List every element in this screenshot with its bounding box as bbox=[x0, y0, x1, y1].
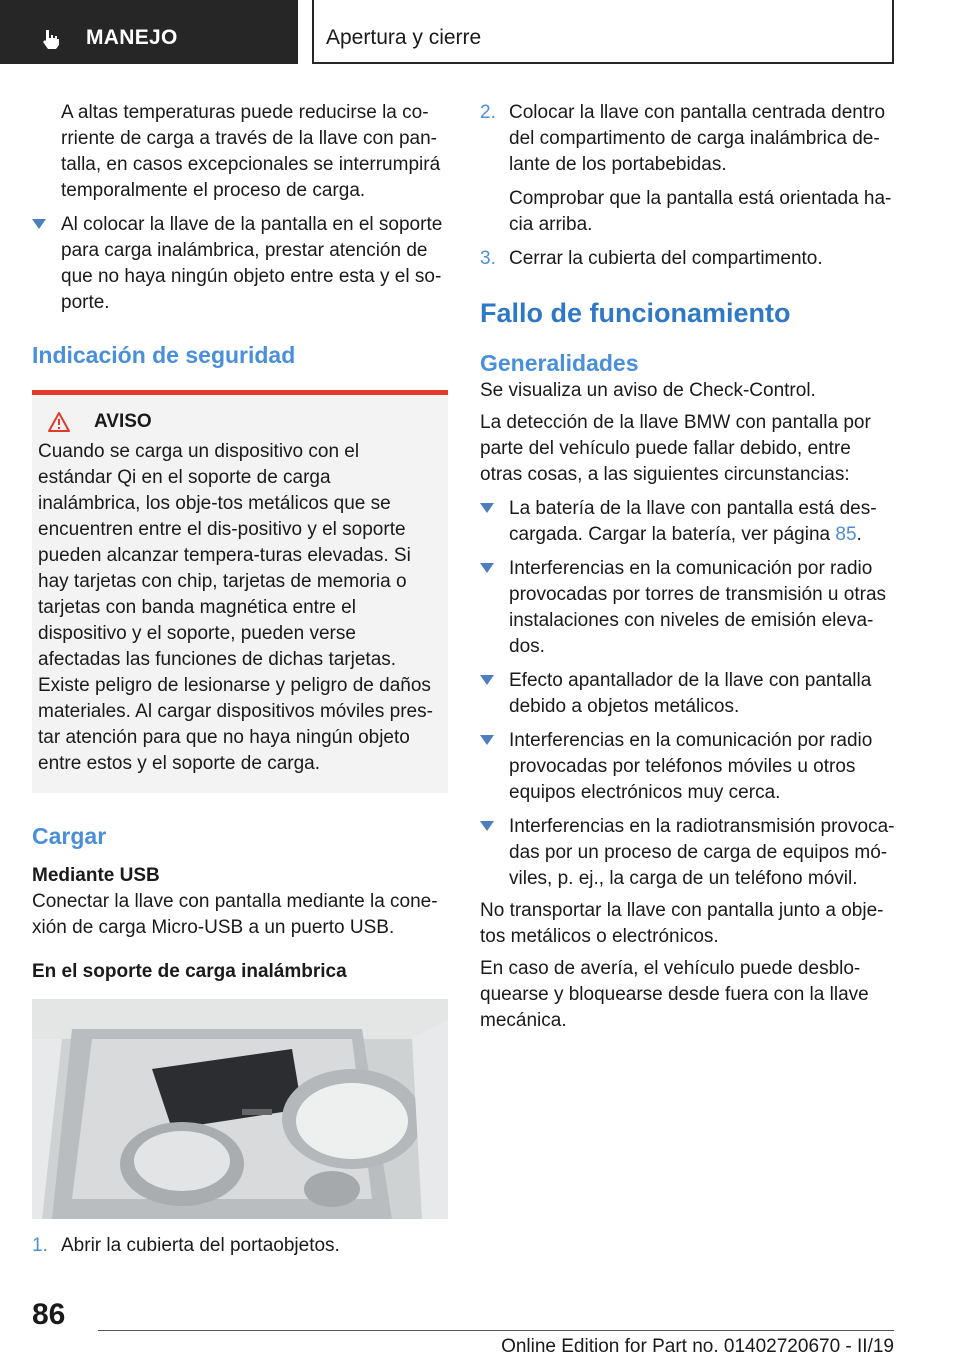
step-item bbox=[32, 1233, 448, 1259]
detection-paragraph: La detección de la llave BMW con pantalla por parte del vehículo puede fallar debido, entre otras cosas, a las siguientes circunstancias: bbox=[480, 412, 871, 485]
safety-heading: Indicación de seguridad bbox=[32, 342, 296, 368]
general-paragraph: Se visualiza un aviso de Check-Control. bbox=[480, 380, 816, 401]
right-column bbox=[480, 100, 895, 1034]
triangle-bullet-icon bbox=[480, 675, 494, 685]
chapter-tab bbox=[312, 0, 894, 64]
triangle-bullet-icon bbox=[480, 503, 494, 513]
usb-paragraph: Conectar la llave con pantalla mediante la cone-xión de carga Micro-USB a un puerto USB. bbox=[32, 891, 438, 938]
step-item bbox=[480, 246, 895, 272]
triangle-bullet-icon bbox=[480, 563, 494, 573]
page-header bbox=[0, 0, 960, 66]
list-item bbox=[480, 556, 895, 660]
warning-triangle-icon bbox=[48, 412, 70, 432]
page-number: 86 bbox=[32, 1298, 66, 1331]
step-text: Cerrar la cubierta del compartimento. bbox=[509, 248, 823, 269]
general-heading: Generalidades bbox=[480, 350, 639, 376]
step-number: 1. bbox=[32, 1235, 48, 1256]
list-item bbox=[480, 496, 895, 548]
step-text: Abrir la cubierta del portaobjetos. bbox=[61, 1235, 340, 1256]
intro-paragraph: A altas temperaturas puede reducirse la co-rriente de carga a través de la llave con pan-talla, en casos excepcionales se interrumpirá temporalmente el proceso de carga. bbox=[61, 102, 441, 201]
section-tab bbox=[0, 0, 298, 64]
step-number: 2. bbox=[480, 102, 496, 123]
bullet-text: Interferencias en la radiotransmisión provoca-das por un proceso de carga de equipos mó-viles, p. ej., la carga de un teléfono móvil. bbox=[509, 816, 895, 889]
charging-tray-photo bbox=[32, 999, 448, 1219]
triangle-bullet-icon bbox=[480, 735, 494, 745]
edition-text: Online Edition for Part no. 01402720670 - II/19 bbox=[501, 1336, 894, 1357]
triangle-bullet-icon bbox=[32, 219, 46, 229]
cargar-heading: Cargar bbox=[32, 823, 107, 849]
footer-divider bbox=[98, 1330, 894, 1331]
no-transport-paragraph: No transportar la llave con pantalla junto a obje-tos metálicos o electrónicos. bbox=[480, 900, 884, 947]
left-column bbox=[32, 100, 448, 1259]
breakdown-paragraph: En caso de avería, el vehículo puede desblo-quearse y bloquearse desde fuera con la llave mecánica. bbox=[480, 958, 869, 1031]
triangle-bullet-icon bbox=[480, 821, 494, 831]
list-item bbox=[480, 814, 895, 892]
bullet-text: La batería de la llave con pantalla está des-cargada. Cargar la batería, ver página bbox=[509, 498, 877, 545]
step-text: Colocar la llave con pantalla centrada dentro del compartimento de carga inalámbrica de-lante de los portabebidas. bbox=[509, 102, 886, 175]
bullet-text: Al colocar la llave de la pantalla en el soporte para carga inalámbrica, prestar atención de que no haya ningún objeto entre esta y el so-porte. bbox=[61, 214, 443, 313]
list-item bbox=[480, 728, 895, 806]
hand-icon bbox=[40, 28, 62, 50]
bullet-text: Interferencias en la comunicación por radio provocadas por teléfonos móviles u otros equipos electrónicos muy cerca. bbox=[509, 730, 873, 803]
step-number: 3. bbox=[480, 248, 496, 269]
warning-title bbox=[38, 409, 438, 435]
list-item bbox=[32, 212, 448, 316]
usb-heading: Mediante USB bbox=[32, 865, 160, 886]
step-note: Comprobar que la pantalla está orientada ha-cia arriba. bbox=[509, 188, 892, 235]
bullet-end: . bbox=[856, 524, 862, 545]
step-item bbox=[480, 100, 895, 178]
chapter-title: Apertura y cierre bbox=[326, 26, 482, 49]
list-item bbox=[480, 668, 895, 720]
section-title: MANEJO bbox=[86, 26, 178, 49]
bullet-text: Efecto apantallador de la llave con pantalla debido a objetos metálicos. bbox=[509, 670, 872, 717]
malfunction-heading: Fallo de funcionamiento bbox=[480, 298, 791, 328]
bullet-text: Interferencias en la comunicación por radio provocadas por torres de transmisión u otras instalaciones con niveles de emisión eleva-dos. bbox=[509, 558, 887, 657]
page-link[interactable]: 85 bbox=[835, 524, 857, 545]
wireless-heading: En el soporte de carga inalámbrica bbox=[32, 961, 347, 982]
warning-text: Cuando se carga un dispositivo con el estándar Qi en el soporte de carga inalámbrica, los obje-tos metálicos que se encuentren entre el dis-positivo y el soporte pueden alcanzar tempera-turas elevadas. Si hay tarjetas con chip, tarjetas de memoria o tarjetas con banda magnética entre el dispositivo y el soporte, pueden verse afectadas las funciones de dichas tarjetas. Existe peligro de lesionarse y peligro de daños materiales. Al cargar dispositivos móviles pres-tar atención para que no haya ningún objeto entre estos y el soporte de carga. bbox=[38, 441, 433, 774]
warning-label: AVISO bbox=[94, 411, 152, 432]
warning-box bbox=[32, 395, 448, 793]
